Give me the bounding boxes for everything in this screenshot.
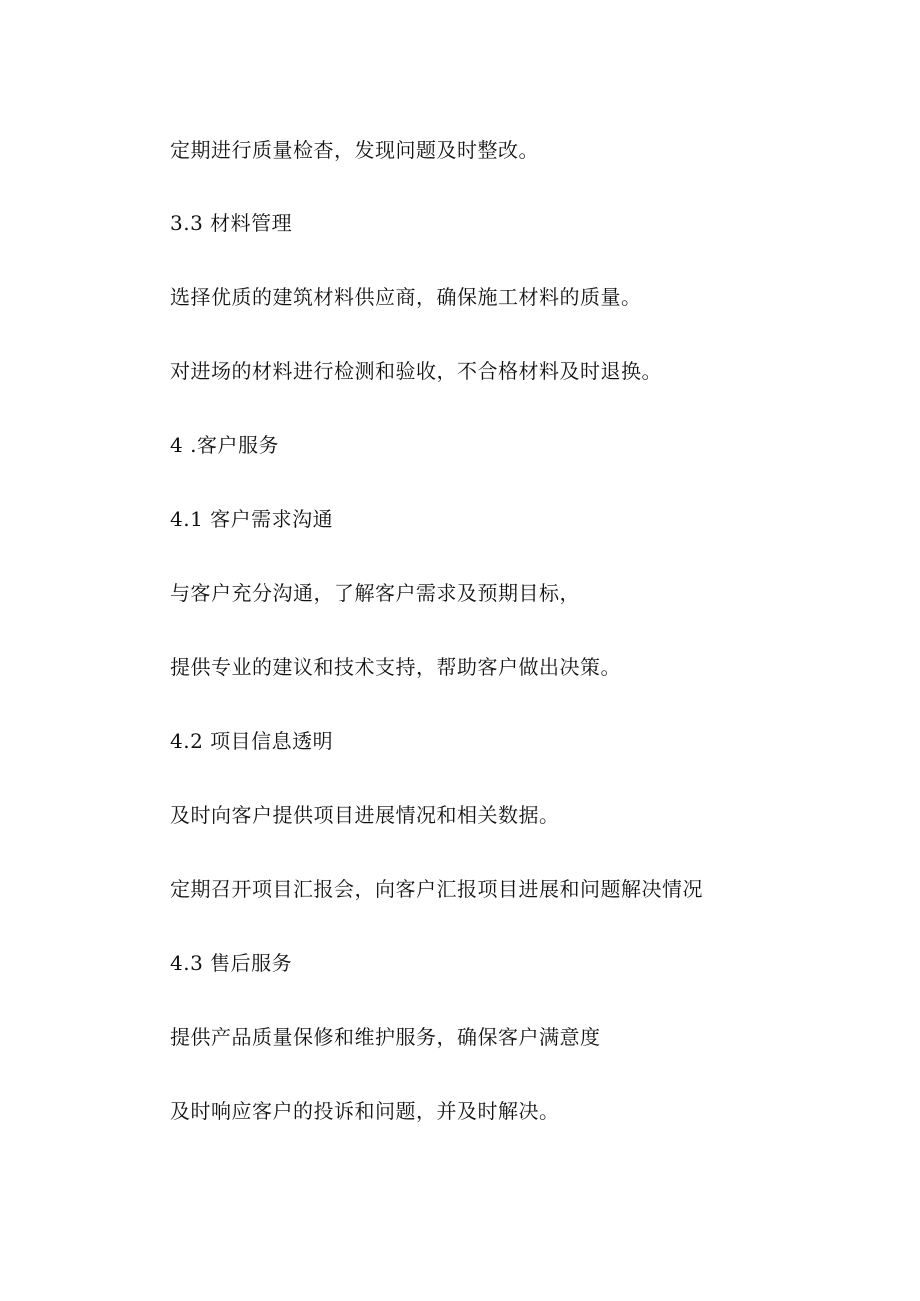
heading-4-3-after-sales-service: 4.3 售后服务 bbox=[170, 951, 293, 975]
paragraph-report-meetings: 定期召开项目汇报会，向客户汇报项目进展和问题解决情况 bbox=[170, 877, 703, 901]
paragraph-respond-complaints: 及时响应客户的投诉和问题，并及时解决。 bbox=[170, 1099, 560, 1123]
paragraph-warranty-maintenance: 提供产品质量保修和维护服务，确保客户满意度 bbox=[170, 1025, 601, 1049]
paragraph-communicate-with-customer: 与客户充分沟通，了解客户需求及预期目标， bbox=[170, 581, 580, 605]
heading-4-1-customer-communication: 4.1 客户需求沟通 bbox=[170, 507, 334, 531]
heading-3-3-material-management: 3.3 材料管理 bbox=[170, 211, 293, 235]
paragraph-select-suppliers: 选择优质的建筑材料供应商，确保施工材料的质量。 bbox=[170, 285, 642, 309]
paragraph-provide-progress: 及时向客户提供项目进展情况和相关数据。 bbox=[170, 803, 560, 827]
paragraph-material-inspection: 对进场的材料进行检测和验收，不合格材料及时退换。 bbox=[170, 359, 662, 383]
heading-4-2-project-transparency: 4.2 项目信息透明 bbox=[170, 729, 334, 753]
heading-4-customer-service: 4 .客户服务 bbox=[170, 433, 279, 457]
paragraph-quality-inspection: 定期进行质量检杳，发现问题及时整改。 bbox=[170, 138, 539, 162]
paragraph-professional-advice: 提供专业的建议和技术支持，帮助客户做出决策。 bbox=[170, 655, 621, 679]
